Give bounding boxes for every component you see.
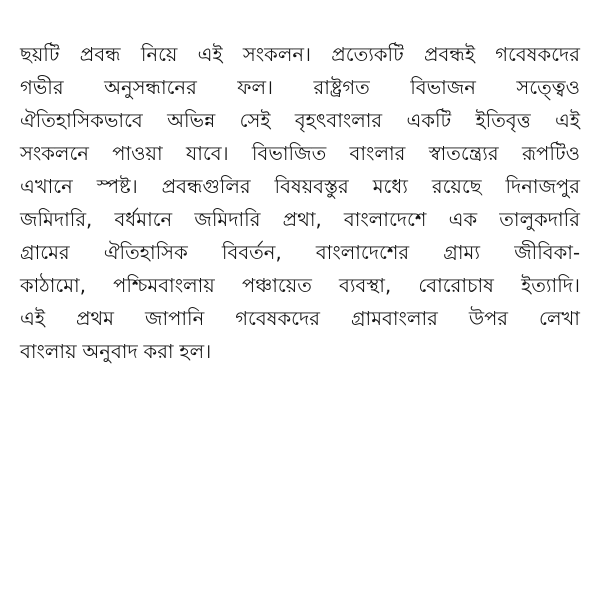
word: বোরোচাষ [418,274,494,297]
word: জমিদারি, [20,208,93,231]
word: ছয়টি [20,43,60,66]
word: উপর [468,307,509,330]
word: বিষয়বস্তুর [274,175,349,198]
word: জীবিকা- [514,241,580,264]
word: সত্ত্বেও [516,76,580,99]
word: অনুবাদ [82,340,138,363]
word: প্রবন্ধ [79,43,121,66]
word: করা [143,340,174,363]
word: যাবে। [186,142,229,165]
word: প্রথম [76,307,115,330]
word: রাষ্ট্রগত [313,76,370,99]
word: এই [555,109,580,132]
word: প্রবন্ধগুলির [161,175,251,198]
word: লেখা [539,307,580,330]
word: বিভাজন [410,76,476,99]
word: প্রথা, [282,208,322,231]
word: গভীর [20,76,64,99]
word: রয়েছে [431,175,482,198]
word: স্পষ্ট। [96,175,138,198]
word: অভিন্ন [167,109,216,132]
word: দিনাজপুর [505,175,580,198]
word: এই [197,43,223,66]
word: বাংলাদেশে [343,208,427,231]
word: ঐতিহাসিক [103,241,188,264]
word: ব্যবস্থা, [339,274,392,297]
word: গ্রাম্য [443,241,481,264]
word: স্বাতন্ত্র্যের [428,142,499,165]
word: পঞ্চায়েত [241,274,312,297]
word: এখানে [20,175,73,198]
word: গবেষকদের [235,307,320,330]
word: বর্ধমানে [114,208,173,231]
word: বাংলায় [20,340,77,363]
word: বাংলার [349,142,406,165]
text-line [20,71,580,104]
word: পশ্চিমবাংলায় [113,274,215,297]
word: রূপটিও [521,142,580,165]
text-line [20,335,580,368]
word: বিভাজিত [251,142,327,165]
word: কাঠামো, [20,274,86,297]
word: একটি [406,109,452,132]
word: তালুকদারি [499,208,580,231]
word: নিয়ে [140,43,178,66]
word: ঐতিহাসিকভাবে [20,109,143,132]
word: সংকলন। [242,43,311,66]
word: মধ্যে [372,175,408,198]
text-line [20,302,580,335]
text-line [20,236,580,269]
word: এক [448,208,478,231]
word: এই [20,307,45,330]
word: পাওয়া [112,142,163,165]
word: প্রত্যেকটি [331,43,404,66]
word: বাংলাদেশের [315,241,410,264]
text-line [20,269,580,302]
word: জাপানি [145,307,205,330]
paragraph [20,38,580,368]
word: বিবর্তন, [221,241,282,264]
word: গবেষকদের [495,43,580,66]
word: গ্রামবাংলার [350,307,438,330]
text-line [20,203,580,236]
word: অনুসন্ধানের [104,76,197,99]
word: সংকলনে [20,142,89,165]
word: ইতিবৃত্ত [475,109,531,132]
word: প্রবন্ধই [424,43,475,66]
word: সেই [239,109,271,132]
text-line [20,38,580,71]
word: ইত্যাদি। [521,274,580,297]
word: ফল। [237,76,274,99]
text-line [20,170,580,203]
text-line [20,137,580,170]
text-line [20,104,580,137]
word: গ্রামের [20,241,70,264]
word: হল। [179,340,212,363]
word: বৃহৎবাংলার [294,109,383,132]
word: জমিদারি [194,208,261,231]
